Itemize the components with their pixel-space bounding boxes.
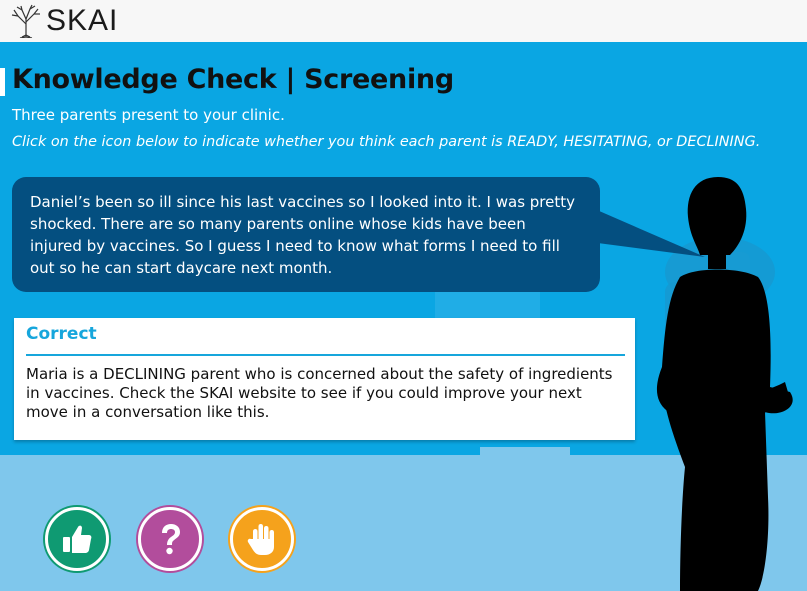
logo-text: SKAI [46,4,119,37]
title-accent-bar [0,68,5,96]
speech-bubble-tail [590,187,720,267]
feedback-divider [26,354,625,356]
declining-button[interactable] [230,507,294,571]
stop-hand-icon [246,521,278,557]
thumbs-up-icon [60,522,94,556]
page-subtitle: Three parents present to your clinic. [12,106,285,124]
feedback-panel [14,318,635,440]
question-mark-icon [155,522,185,556]
scene [0,42,807,591]
speech-bubble [12,177,600,292]
page-title: Knowledge Check | Screening [12,64,454,95]
tree-icon [10,4,42,38]
instruction-text: Click on the icon below to indicate whether you think each parent is READY, HESITATING, or DECLINING. [12,134,761,150]
feedback-body: Maria is a DECLINING parent who is concerned about the safety of ingredients in vaccines. Check the SKAI website to see if you could improve your next move in a conversation like this. [26,365,613,421]
skai-logo [10,3,118,39]
top-bar [0,0,807,42]
feedback-heading: Correct [26,324,97,344]
hesitating-button[interactable] [138,507,202,571]
ready-button[interactable] [45,507,109,571]
speech-bubble-text: Daniel’s been so ill since his last vaccines so I looked into it. I was pretty shocked. There are so many parents online whose kids have been injured by vaccines. So I guess I need to know what forms I need to fill out so he can start daycare next month. [30,193,576,277]
